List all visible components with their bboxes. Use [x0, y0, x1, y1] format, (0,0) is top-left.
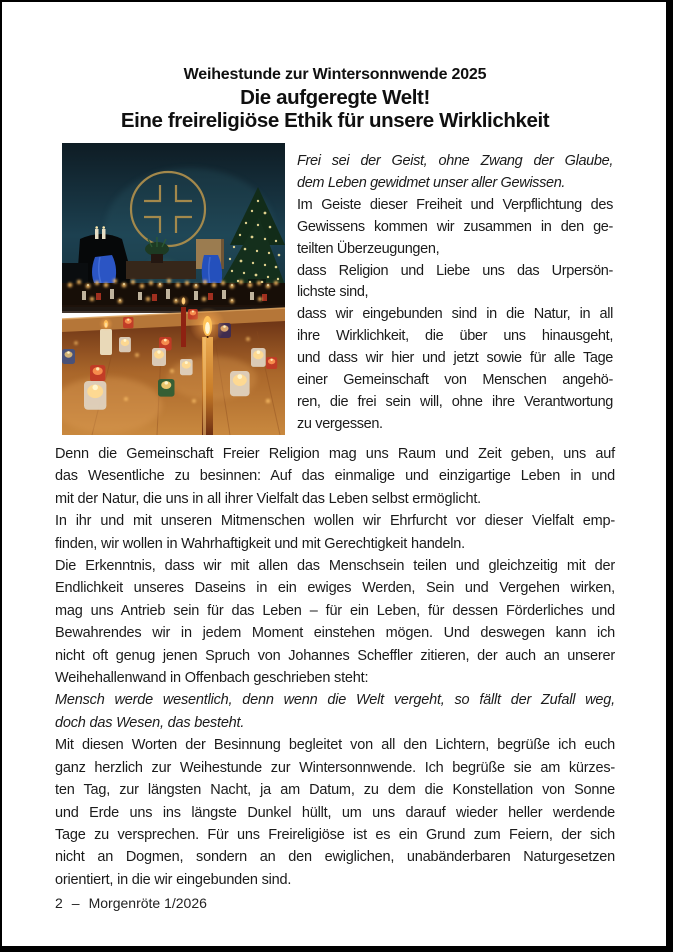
text-line: Endlichkeit unseres Daseins in ein ewiges Werden, Sein und Vergehen wirken, — [55, 580, 615, 597]
text-line: zu vergessen. — [297, 415, 383, 432]
text-line: Gewissens kommen wir zusammen in den ge- — [297, 218, 613, 235]
solstice-ceremony-photo — [62, 143, 285, 435]
text-line: ren, die frei sein will, ohne ihre Verantwortung — [297, 393, 613, 410]
text-line: Denn die Gemeinschaft Freier Religion mag uns Raum und Zeit geben, uns auf — [55, 446, 615, 462]
text-line: nicht an Dogmen, sondern an den ewiglichen, unabänderbaren Naturgesetzen — [55, 849, 615, 866]
text-line: Frei sei der Geist, ohne Zwang der Glaube, — [297, 153, 613, 169]
text-line: einer Gemeinschaft von Menschen angehö- — [297, 372, 613, 389]
text-line: teilten Überzeugungen, — [297, 240, 440, 257]
text-line: ten Tag, zur längsten Nacht, ja am Datum, zu dem die Konstellation von Sonne — [55, 782, 615, 799]
text-line: dass wir eingebunden sind in die Natur, in all — [297, 306, 613, 323]
text-line: mag uns Antrieb sein für das Leben – für ein Leben, für dessen Förderliches und — [55, 602, 615, 619]
text-line: dass Religion und Liebe uns das Urpersön- — [297, 262, 613, 279]
text-line: Mensch werde wesentlich, denn wenn die Welt vergeht, so fällt der Zufall weg, — [55, 692, 615, 709]
footer-dash: – — [71, 895, 80, 911]
text-line: In ihr und mit unseren Mitmenschen wollen wir Ehrfurcht vor dieser Vielfalt emp- — [55, 513, 615, 530]
article-kicker: Weihestunde zur Wintersonnwende 2025 — [183, 66, 487, 83]
magazine-page — [2, 2, 666, 946]
text-line: doch das Wesen, das besteht. — [55, 714, 245, 731]
page-number: 2 — [55, 895, 63, 911]
text-line: das Wesentliche zu besinnen: Auf das einmalige und einzigartige Leben in und — [55, 468, 615, 485]
text-line: ganz herzlich zur Weihestunde zur Wintersonnwende. Ich begrüße sie am kürzes- — [55, 759, 615, 776]
text-line: Tage zu versprechen. Für uns Freireligiöse ist es ein Grund zum Feiern, der sich — [55, 826, 615, 843]
text-line: Mit diesen Worten der Besinnung begleitet von all den Lichtern, begrüße ich euch — [55, 737, 615, 754]
text-line: Weihehallenwand in Offenbach geschrieben steht: — [55, 670, 369, 687]
article-subtitle: Eine freireligiöse Ethik für unsere Wirklichkeit — [120, 109, 550, 132]
text-line: Im Geiste dieser Freiheit und Verpflichtung des — [297, 196, 613, 213]
text-line: finden, wir wollen in Wahrhaftigkeit und mit Gerechtigkeit handeln. — [55, 535, 466, 552]
text-line: Die Erkenntnis, dass wir mit allen das Menschsein teilen und gleichzeitig mit der — [55, 558, 615, 575]
text-line: dem Leben gewidmet unser aller Gewissen. — [297, 174, 566, 191]
article-title: Die aufgeregte Welt! — [240, 86, 430, 109]
page-footer — [55, 895, 207, 911]
text-line: mit der Natur, die uns in all ihrer Vielfalt das Leben selbst ermöglicht. — [55, 490, 481, 507]
text-line: und dass wir hier und jetzt sowie für alle Tage — [297, 350, 613, 367]
text-line: nicht oft genug jenen Spruch von Johannes Scheffler zitieren, der auch an unserer — [55, 647, 615, 664]
journal-title: Morgenröte 1/2026 — [88, 895, 207, 911]
text-line: orientiert, in die wir eingebunden sind. — [55, 871, 292, 888]
text-line: Bewahrendes wir in jedem Moment einstehen mögen. Und deswegen kann ich — [55, 625, 615, 642]
text-line: lichste sind, — [297, 284, 369, 301]
intro-text-column — [297, 151, 613, 436]
text-line: ihre Wirklichkeit, die über uns hinausgeht, — [297, 328, 613, 345]
main-text — [55, 443, 615, 891]
article-header — [55, 64, 615, 132]
text-line: und Erde uns ins längste Dunkel hüllt, um uns darauf wieder heller werdende — [55, 804, 615, 821]
